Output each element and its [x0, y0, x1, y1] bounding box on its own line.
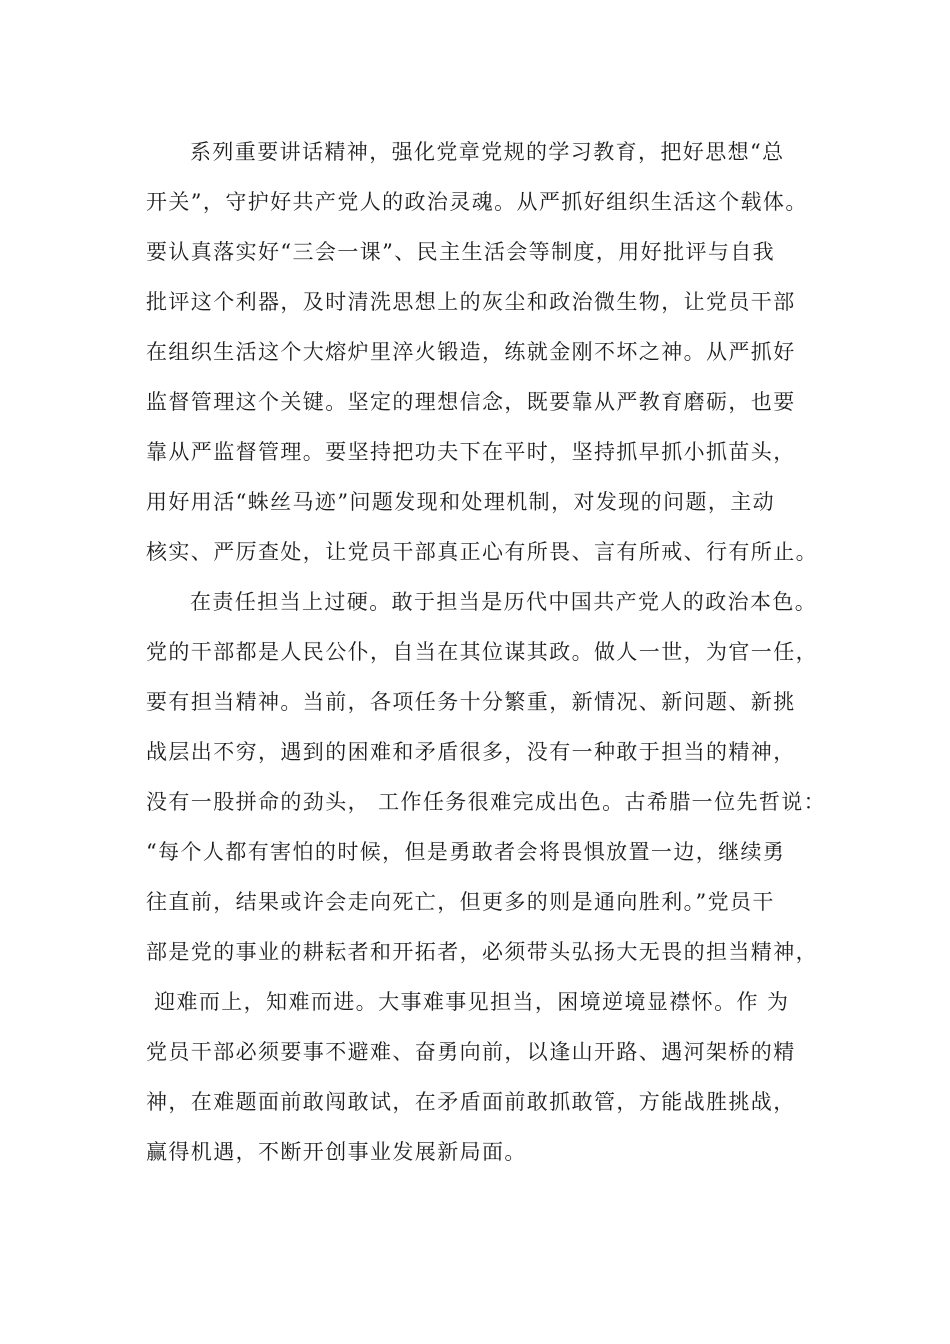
paragraph-line: 要有担当精神。当前，各项任务十分繁重，新情况、新问题、新挑: [146, 690, 796, 714]
paragraph-line: 在责任担当上过硬。敢于担当是历代中国共产党人的政治本色。: [190, 590, 818, 614]
paragraph-line: 往直前，结果或许会走向死亡，但更多的则是通向胜利。”党员干: [146, 890, 775, 914]
paragraph-line: 批评这个利器，及时清洗思想上的灰尘和政治微生物，让党员干部: [146, 290, 796, 314]
paragraph-line: 要认真落实好“三会一课”、民主生活会等制度，用好批评与自我: [146, 240, 776, 264]
paragraph-line: 战层出不穷，遇到的困难和矛盾很多，没有一种敢于担当的精神，: [146, 740, 796, 764]
paragraph-line: 部是党的事业的耕耘者和开拓者，必须带头弘扬大无畏的担当精神，: [146, 940, 818, 964]
paragraph-line: 党的干部都是人民公仆，自当在其位谋其政。做人一世，为官一任，: [146, 640, 818, 664]
paragraph-line: 用好用活“蛛丝马迹”问题发现和处理机制，对发现的问题，主动: [146, 490, 776, 514]
paragraph-line: 系列重要讲话精神，强化党章党规的学习教育，把好思想“总: [190, 140, 785, 164]
paragraph-line: 核实、严厉查处，让党员干部真正心有所畏、言有所戒、行有所止。: [146, 540, 818, 564]
paragraph-line: 在组织生活这个大熔炉里淬火锻造，练就金刚不坏之神。从严抓好: [146, 340, 796, 364]
paragraph-line: 开关”，守护好共产党人的政治灵魂。从严抓好组织生活这个载体。: [146, 190, 808, 214]
paragraph-line: 党员干部必须要事不避难、奋勇向前，以逢山开路、遇河架桥的精: [146, 1040, 796, 1064]
paragraph-line: 神，在难题面前敢闯敢试，在矛盾面前敢抓敢管，方能战胜挑战，: [146, 1090, 796, 1114]
paragraph-line: “每个人都有害怕的时候，但是勇敢者会将畏惧放置一边，继续勇: [146, 840, 786, 864]
paragraph-line: 没有一股拼命的劲头， 工作任务很难完成出色。古希腊一位先哲说：: [146, 790, 827, 814]
paragraph-line: 监督管理这个关键。坚定的理想信念，既要靠从严教育磨砺，也要: [146, 390, 796, 414]
paragraph-line: 靠从严监督管理。要坚持把功夫下在平时，坚持抓早抓小抓苗头，: [146, 440, 796, 464]
paragraph-line: 赢得机遇，不断开创事业发展新局面。: [146, 1140, 527, 1164]
paragraph-line: 迎难而上，知难而进。大事难事见担当，困境逆境显襟怀。作 为: [146, 990, 790, 1014]
